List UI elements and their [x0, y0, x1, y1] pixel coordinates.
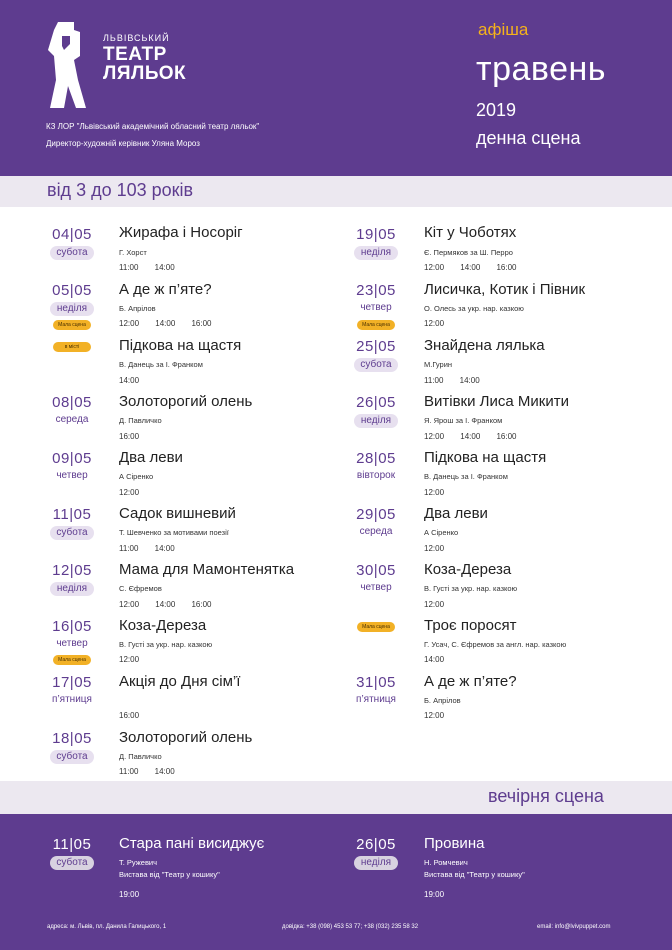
entry-date: 19|05 [356, 226, 396, 243]
evening-entry-note: Вистава від "Театр у кошику" [119, 870, 220, 879]
entry-date: 11|05 [52, 506, 92, 523]
entry-weekday: четвер [360, 582, 392, 593]
evening-entry-note: Вистава від "Театр у кошику" [424, 870, 525, 879]
age-range-text: від 3 до 103 років [47, 180, 194, 200]
entry-weekday: четвер [56, 638, 88, 649]
entry-weekday: субота [50, 750, 94, 764]
logo-line1: ТЕАТР [103, 44, 167, 65]
entry-date: 23|05 [356, 282, 396, 299]
afisha-label: афіша [478, 20, 529, 39]
entry-date: 18|05 [52, 730, 92, 747]
entry-weekday: п’ятниця [52, 694, 92, 705]
entry-author: В. Данець за І. Франком [424, 472, 508, 481]
entry-author: О. Олесь за укр. нар. казкою [424, 304, 524, 313]
entry-date: 31|05 [356, 674, 396, 691]
entry-title: Лисичка, Котик і Півник [424, 281, 586, 298]
stage-label: денна сцена [476, 128, 581, 148]
entry-author: А Сіренко [424, 528, 459, 537]
entry-date: 08|05 [52, 394, 92, 411]
footer-phones: довідка: +38 (098) 453 53 77; +38 (032) 235 58 32 [282, 924, 419, 930]
entry-times: 12:00 [119, 488, 140, 497]
entry-weekday: неділя [50, 582, 94, 596]
organization-name: КЗ ЛОР "Львівський академічний обласний театр ляльок" [46, 122, 260, 131]
entry-weekday: середа [55, 414, 89, 425]
logo-title [103, 45, 186, 83]
entry-times: 11:00 14:00 [119, 263, 175, 272]
entry-author: А Сіренко [119, 472, 154, 481]
in-city-badge: в місті [53, 342, 91, 352]
entry-weekday: неділя [354, 246, 398, 260]
entry-times: 11:00 14:00 [119, 544, 175, 553]
theatre-logo-icon [44, 20, 96, 112]
entry-author: Б. Апрілов [424, 696, 461, 705]
entry-times: 12:00 [119, 655, 140, 664]
entry-weekday: неділя [50, 302, 94, 316]
entry-weekday: середа [359, 526, 393, 537]
entry-weekday: четвер [360, 302, 392, 313]
entry-times: 11:00 14:00 [119, 767, 175, 776]
entry-times: 12:00 14:00 16:00 [424, 432, 517, 441]
year-label: 2019 [476, 100, 517, 120]
entry-date: 25|05 [356, 338, 396, 355]
evening-band [0, 781, 672, 814]
entry-title: Два леви [424, 505, 488, 522]
entry-title: Троє поросят [424, 617, 517, 634]
entry-weekday: п’ятниця [356, 694, 396, 705]
entry-title: А де ж п’яте? [119, 281, 212, 298]
evening-entry-date: 26|05 [356, 836, 396, 853]
evening-stage-label: вечірня сцена [488, 786, 604, 806]
entry-title: Знайдена лялька [424, 337, 545, 354]
month-title: травень [476, 50, 606, 88]
age-band [0, 176, 672, 207]
entry-title: Жирафа і Носоріг [119, 224, 243, 241]
entry-author: Б. Апрілов [119, 304, 156, 313]
entry-times: 11:00 14:00 [424, 376, 480, 385]
evening-entry-title: Провина [424, 835, 485, 852]
entry-weekday: четвер [56, 470, 88, 481]
entry-times: 14:00 [424, 655, 445, 664]
entry-author: Є. Пермяков за Ш. Перро [424, 248, 513, 257]
footer-email: email: info@lvivpuppet.com [537, 924, 611, 930]
entry-date: 09|05 [52, 450, 92, 467]
entry-author: С. Єфремов [119, 584, 162, 593]
entry-author: В. Густі за укр. нар. казкою [424, 584, 518, 593]
entry-title: Садок вишневий [119, 505, 236, 522]
evening-entry-times: 19:00 [424, 890, 445, 899]
entry-date: 17|05 [52, 674, 92, 691]
evening-entry-date: 11|05 [52, 836, 92, 853]
entry-date: 29|05 [356, 506, 396, 523]
entry-date: 26|05 [356, 394, 396, 411]
evening-entry-author: Н. Ромчевич [424, 858, 468, 867]
entry-title: Мама для Мамонтенятка [119, 561, 295, 578]
entry-title: Два леви [119, 449, 183, 466]
entry-title: Коза-Дереза [424, 561, 512, 578]
entry-times: 12:00 [424, 319, 445, 328]
entry-times: 12:00 [424, 488, 445, 497]
entry-title: Підкова на щастя [119, 337, 242, 354]
entry-author: Я. Ярош за І. Франком [424, 416, 503, 425]
entry-times: 12:00 [424, 544, 445, 553]
entry-author: Г. Усач, С. Єфремов за англ. нар. казкою [424, 640, 567, 649]
entry-author: В. Густі за укр. нар. казкою [119, 640, 213, 649]
footer-address: адреса: м. Львів, пл. Данила Галицького, 1 [47, 924, 167, 930]
evening-entry-title: Стара пані висиджує [119, 835, 265, 852]
entry-times: 12:00 14:00 16:00 [119, 319, 212, 328]
entry-date: 04|05 [52, 226, 92, 243]
entry-times: 12:00 [424, 711, 445, 720]
entry-author: В. Данець за І. Франком [119, 360, 203, 369]
director-line: Директор-художній керівник Уляна Мороз [46, 139, 200, 148]
evening-entry-weekday: неділя [354, 856, 398, 870]
small-stage-badge: Мала сцена [53, 320, 91, 330]
header [0, 0, 672, 176]
entry-times: 16:00 [119, 432, 140, 441]
entry-author: Г. Хорст [119, 248, 147, 257]
entry-date: 16|05 [52, 618, 92, 635]
entry-title: Витівки Лиса Микити [424, 393, 569, 410]
entry-weekday: вівторок [356, 470, 396, 481]
evening-entry-author: Т. Ружевич [119, 858, 158, 867]
small-stage-badge: Мала сцена [357, 320, 395, 330]
logo-line2: ЛЯЛЬОК [103, 63, 187, 84]
entry-author: М.Гурин [424, 360, 453, 369]
entry-date: 30|05 [356, 562, 396, 579]
small-stage-badge: Мала сцена [357, 622, 395, 632]
evening-entry-weekday: субота [50, 856, 94, 870]
entry-date: 12|05 [52, 562, 92, 579]
evening-entry-times: 19:00 [119, 890, 140, 899]
entry-title: Акція до Дня сім’ї [119, 673, 241, 690]
entry-author: Д. Павличко [119, 416, 162, 425]
entry-title: Підкова на щастя [424, 449, 547, 466]
entry-weekday: неділя [354, 414, 398, 428]
entry-times: 16:00 [119, 711, 140, 720]
entry-date: 28|05 [356, 450, 396, 467]
entry-times: 12:00 14:00 16:00 [119, 600, 212, 609]
entry-title: Кіт у Чоботях [424, 224, 517, 241]
small-stage-badge: Мала сцена [53, 655, 91, 665]
entry-title: А де ж п’яте? [424, 673, 517, 690]
entry-times: 12:00 14:00 16:00 [424, 263, 517, 272]
entry-weekday: субота [50, 526, 94, 540]
entry-author: Д. Павличко [119, 752, 162, 761]
entry-title: Золоторогий олень [119, 393, 253, 410]
entry-title: Золоторогий олень [119, 729, 253, 746]
entry-weekday: субота [354, 358, 398, 372]
entry-date: 05|05 [52, 282, 92, 299]
entry-times: 12:00 [424, 600, 445, 609]
logo-subtitle: ЛЬВІВСЬКИЙ [103, 33, 170, 43]
entry-title: Коза-Дереза [119, 617, 207, 634]
entry-author: Т. Шевченко за мотивами поезії [119, 528, 229, 537]
entry-times: 14:00 [119, 376, 140, 385]
entry-weekday: субота [50, 246, 94, 260]
